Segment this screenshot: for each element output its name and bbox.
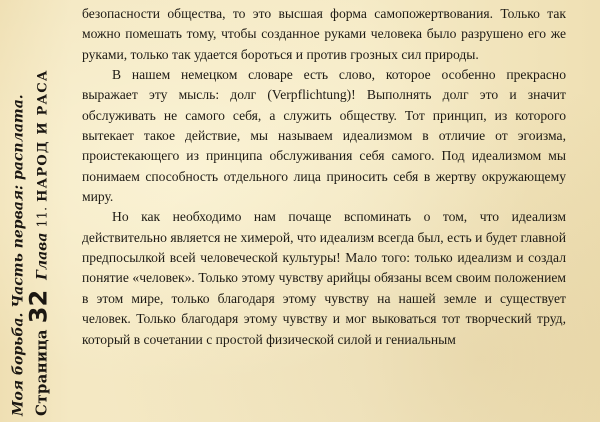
chapter-number: 11. <box>35 206 51 228</box>
book-title: Моя борьба. <box>10 312 27 416</box>
chapter-title: НАРОД И РАСА <box>35 69 51 202</box>
chapter-label: Глава <box>34 232 51 280</box>
page-label: Страница <box>32 329 51 416</box>
page-margin-header <box>0 0 62 422</box>
margin-line-top <box>9 94 29 416</box>
page-number: 32 <box>24 289 53 324</box>
paragraph-3: Но как необходимо нам почаще вспоминать о том, что идеализм действительно является не химерой, что идеализм всегда был, есть и будет главной предпосылкой всей человеческой культуры! Мало того: только идеализм и создал понятие «человек». Только этому чувству арийцы обязаны всем своим положением в этом мире, только благодаря этому чувству на нашей земле и существует человек. Только благодаря этому чувству и мог выковаться тот творческий труд, который в сочетании с простой физической силой и гениальным <box>82 209 566 347</box>
paragraph-2: В нашем немецком словаре есть слово, которое особенно прекрасно выражает эту мысль: долг (Verpflichtung)! Выполнять долг это и значит обслуживать не самого себя, а служить обществу. Тот принцип, из которого вытекает такое действие, мы называем идеализмом в отличие от эгоизма, проистекающего из принципа обслуживания себя самого. Под идеализмом мы понимаем способность отдельного лица приносить себя в жертву окружающему миру. <box>82 67 566 205</box>
part-title: Часть первая: расплата. <box>10 94 27 308</box>
body-text <box>82 4 566 350</box>
paragraph-1: безопасности общества, то это высшая форма самопожертвования. Только так можно помешать тому, чтобы созданное руками человека было разрушено его же руками, только так удается бороться и против грозных сил природы. <box>82 6 566 62</box>
margin-rotated-text <box>9 6 54 416</box>
margin-line-bottom <box>24 69 54 416</box>
